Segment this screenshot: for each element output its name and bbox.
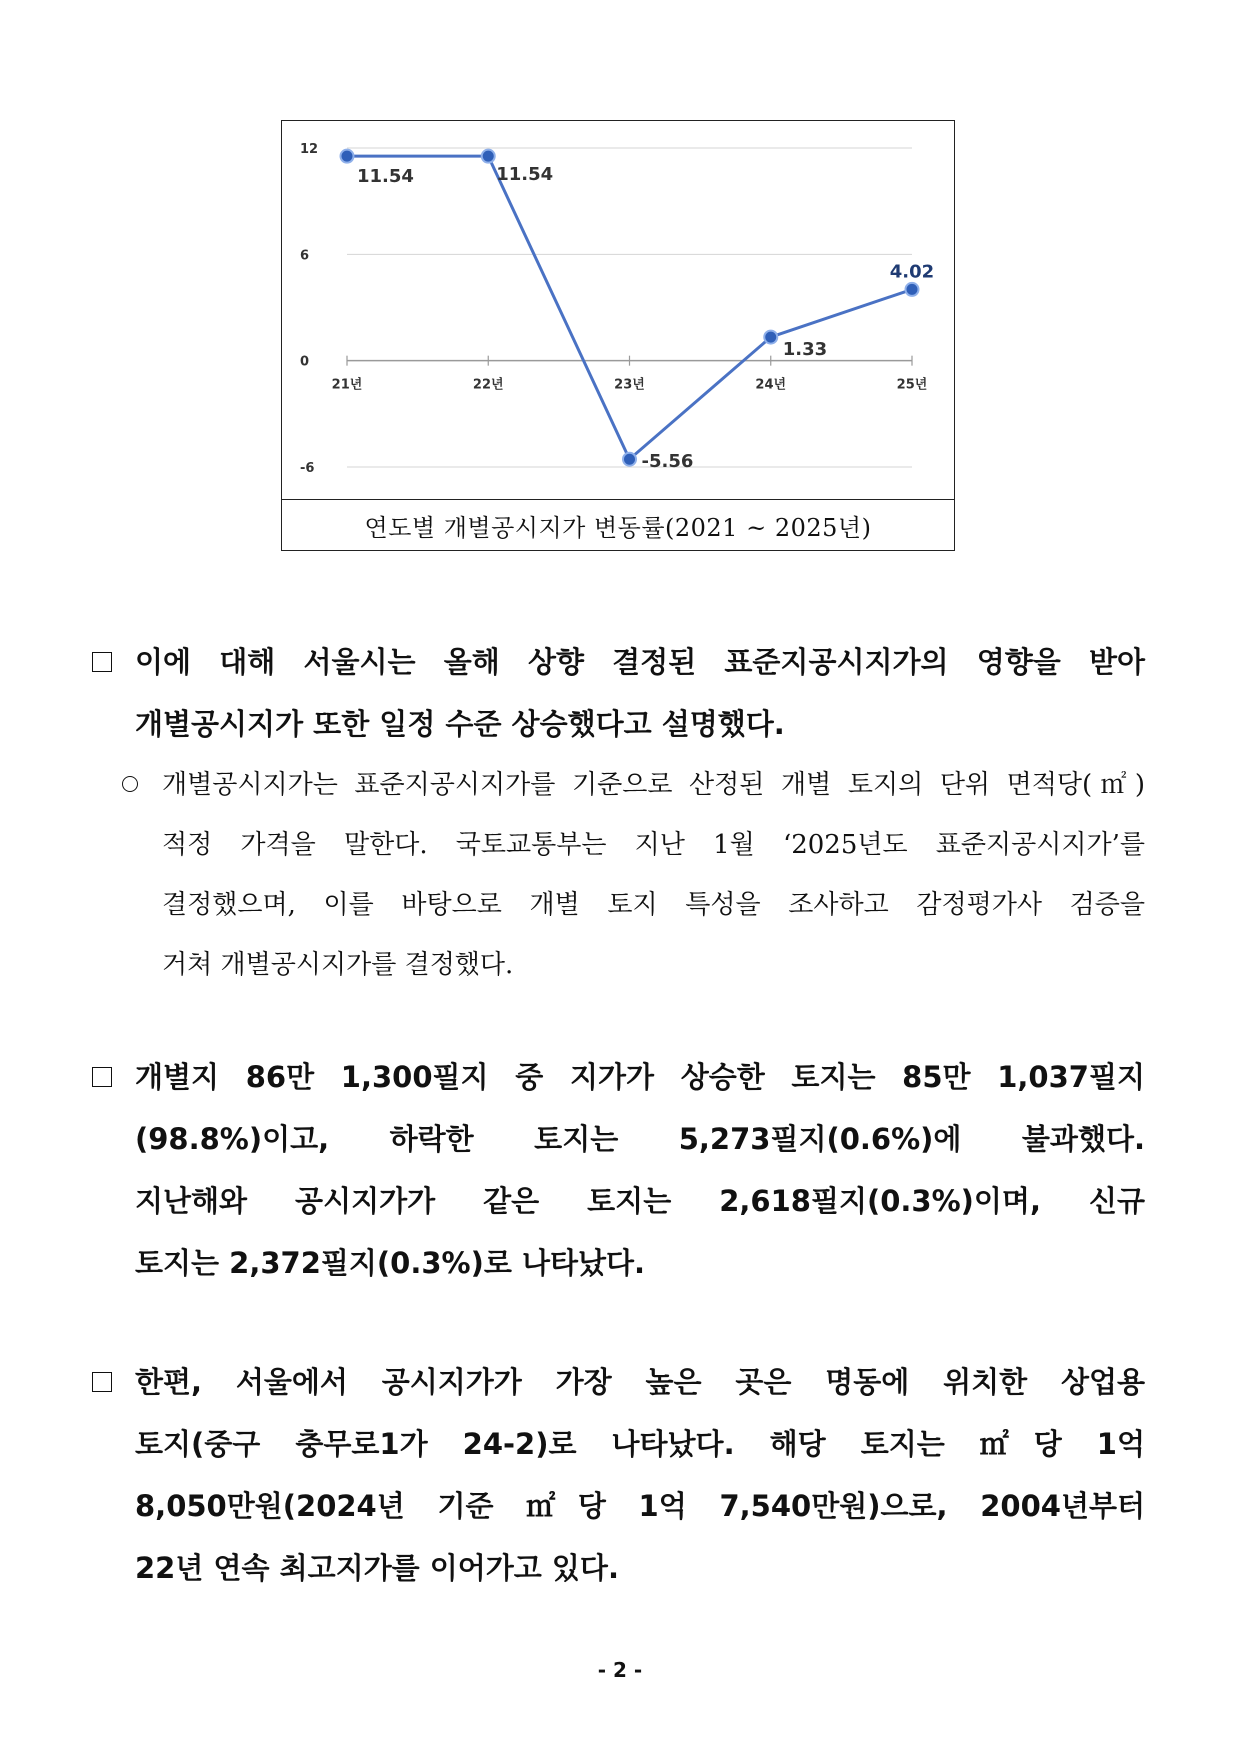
data-label: 11.54 bbox=[357, 166, 414, 188]
x-tick-label: 24년 bbox=[755, 377, 787, 393]
line-chart bbox=[282, 121, 953, 499]
y-tick-label: 0 bbox=[300, 354, 310, 370]
chart-figure bbox=[281, 120, 955, 551]
section3-line-2: 토지(중구 충무로1가 24-2)로 나타났다. 해당 토지는 ㎡당 1억 bbox=[135, 1427, 1145, 1461]
x-tick-label: 22년 bbox=[472, 377, 504, 393]
series-line bbox=[347, 156, 912, 459]
section1-sub-line-2: 적정 가격을 말한다. 국토교통부는 지난 1월 ‘2025년도 표준지공시지가’를 bbox=[162, 830, 1145, 860]
page-number: - 2 - bbox=[597, 1658, 643, 1682]
y-tick-label: -6 bbox=[300, 461, 315, 476]
section1-sub-line-4: 거쳐 개별공시지가를 결정했다. bbox=[162, 950, 514, 980]
section3-line-4: 22년 연속 최고지가를 이어가고 있다. bbox=[135, 1551, 619, 1585]
section1-line-1: 이에 대해 서울시는 올해 상향 결정된 표준지공시지가의 영향을 받아 bbox=[135, 645, 1145, 679]
section1-sub-line-1: 개별공시지가는 표준지공시지가를 기준으로 산정된 개별 토지의 단위 면적당(㎡) bbox=[162, 770, 1145, 800]
section2-line-1: 개별지 86만 1,300필지 중 지가가 상승한 토지는 85만 1,037필지 bbox=[135, 1060, 1145, 1094]
data-label: 4.02 bbox=[889, 261, 935, 283]
data-point bbox=[341, 150, 354, 163]
y-tick-label: 12 bbox=[300, 142, 319, 157]
data-label: -5.56 bbox=[641, 451, 694, 473]
x-tick-label: 23년 bbox=[614, 377, 645, 393]
section2-line-4: 토지는 2,372필지(0.3%)로 나타났다. bbox=[135, 1246, 646, 1280]
data-point bbox=[623, 453, 636, 466]
chart-caption: 연도별 개별공시지가 변동률(2021 ~ 2025년) bbox=[282, 499, 954, 551]
x-tick-label: 21년 bbox=[331, 377, 363, 393]
checkbox-bullet-icon bbox=[92, 1372, 112, 1392]
section1-sub-line-3: 결정했으며, 이를 바탕으로 개별 토지 특성을 조사하고 감정평가사 검증을 bbox=[162, 890, 1145, 920]
checkbox-bullet-icon bbox=[92, 1067, 112, 1087]
data-label: 11.54 bbox=[496, 164, 554, 186]
data-point bbox=[906, 283, 919, 296]
section2-line-2: (98.8%)이고, 하락한 토지는 5,273필지(0.6%)에 불과했다. bbox=[135, 1122, 1145, 1156]
data-point bbox=[482, 150, 495, 163]
section1-line-2: 개별공시지가 또한 일정 수준 상승했다고 설명했다. bbox=[135, 707, 785, 741]
y-tick-label: 6 bbox=[300, 248, 310, 264]
circle-bullet-icon bbox=[122, 776, 138, 792]
chart-svg bbox=[282, 121, 953, 499]
data-point bbox=[764, 331, 777, 344]
section3-line-3: 8,050만원(2024년 기준 ㎡당 1억 7,540만원)으로, 2004년부터 bbox=[135, 1489, 1145, 1523]
checkbox-bullet-icon bbox=[92, 652, 112, 672]
section2-line-3: 지난해와 공시지가가 같은 토지는 2,618필지(0.3%)이며, 신규 bbox=[135, 1184, 1145, 1218]
section3-line-1: 한편, 서울에서 공시지가가 가장 높은 곳은 명동에 위치한 상업용 bbox=[135, 1365, 1145, 1399]
x-tick-label: 25년 bbox=[896, 377, 928, 393]
data-label: 1.33 bbox=[782, 339, 828, 361]
